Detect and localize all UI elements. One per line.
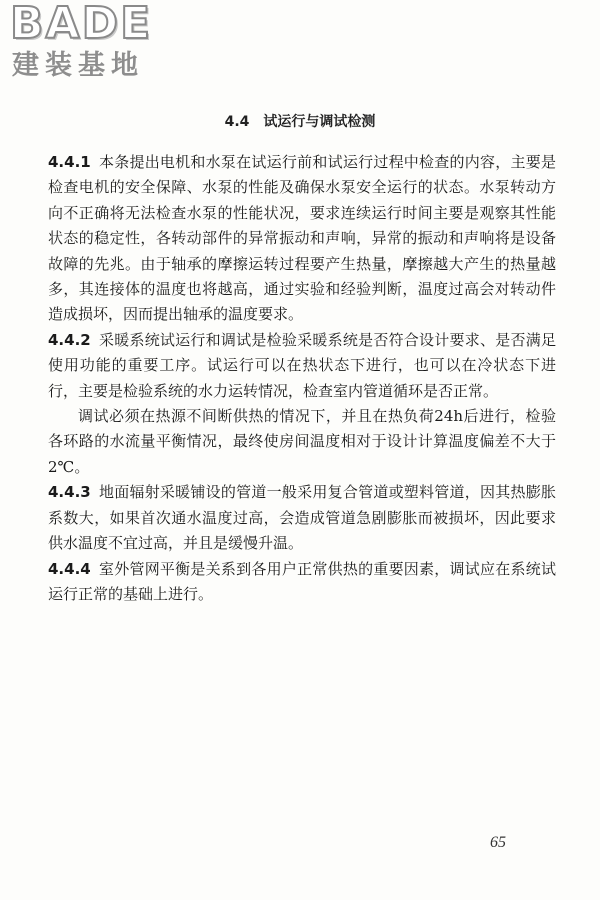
paragraph-4-4-4 [48, 557, 556, 608]
paragraph-4-4-2-continued [48, 404, 556, 480]
paragraph-4-4-2 [48, 328, 556, 404]
section-heading [0, 113, 600, 131]
clause-number: 4.4.4 [48, 559, 91, 578]
page-number: 65 [490, 834, 506, 851]
logo-wordmark: BADE [10, 0, 153, 49]
clause-number: 4.4.3 [48, 483, 91, 502]
paragraph-text: 室外管网平衡是关系到各用户正常供热的重要因素，调试应在系统试运行正常的基础上进行。 [48, 559, 556, 603]
paragraph-4-4-1 [48, 150, 556, 328]
clause-number: 4.4.1 [48, 153, 91, 171]
watermark-logo [6, 2, 176, 84]
section-number: 4.4 [224, 114, 250, 130]
paragraph-text: 调试必须在热源不间断供热的情况下，并且在热负荷24h后进行，检验各环路的水流量平衡情况，最终使房间温度相对于设计计算温度偏差不大于2℃。 [48, 407, 556, 476]
paragraph-text: 采暖系统试运行和调试是检验采暖系统是否符合设计要求、是否满足使用功能的重要工序。试运行可以在热状态下进行，也可以在冷状态下进行，主要是检验系统的水力运转情况，检查室内管道循环是否正常。 [48, 330, 556, 400]
paragraph-4-4-3 [48, 480, 556, 556]
clause-number: 4.4.2 [48, 330, 91, 349]
paragraph-text: 本条提出电机和水泵在试运行前和试运行过程中检查的内容，主要是检查电机的安全保障、水泵的性能及确保水泵安全运行的状态。水泵转动方向不正确将无法检查水泵的性能状况，要求连续运行时间主要是观察其性能状态的稳定性，各转动部件的异常振动和声响，异常的振动和声响将是设备故障的先兆。由于轴承的摩擦运转过程要产生热量，摩擦越大产生的热量越多，其连接体的温度也将越高，通过实验和经验判断，温度过高会对转动件造成损坏，因而提出轴承的温度要求。 [48, 153, 556, 324]
document-body [48, 150, 556, 607]
paragraph-text: 地面辐射采暖铺设的管道一般采用复合管道或塑料管道，因其热膨胀系数大，如果首次通水温度过高，会造成管道急剧膨胀而被损坏，因此要求供水温度不宜过高，并且是缓慢升温。 [48, 483, 556, 553]
logo-subtitle: 建装基地 [12, 50, 144, 81]
section-title: 试运行与调试检测 [263, 114, 376, 130]
